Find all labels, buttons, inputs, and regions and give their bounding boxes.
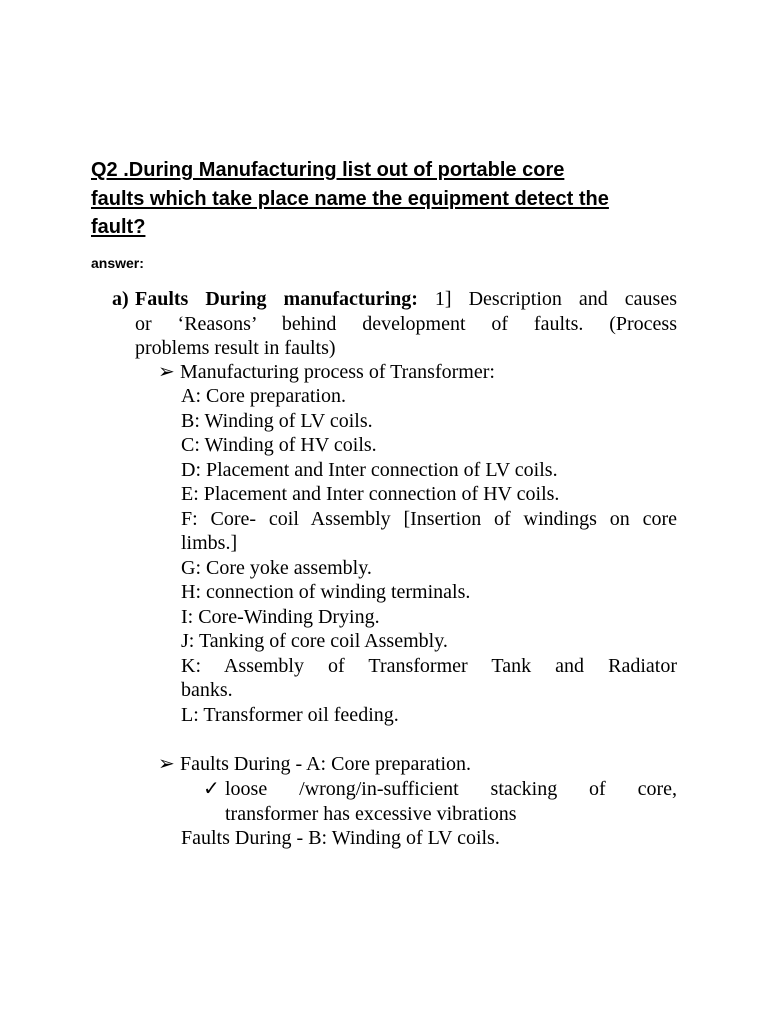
process-item: limbs.]	[181, 532, 238, 554]
question-line: Q2 .During Manufacturing list out of portable core	[91, 159, 565, 181]
arrow-bullet-icon: ➢	[158, 361, 175, 383]
faults-heading	[158, 752, 678, 777]
process-item-list	[181, 384, 677, 727]
section-a	[112, 287, 677, 361]
process-item: K: Assembly of Transformer Tank and Radiator	[181, 654, 677, 677]
section-a-line: problems result in faults)	[135, 337, 336, 359]
check-item-line: transformer has excessive vibrations	[225, 802, 517, 825]
check-item-line: loose /wrong/in-sufficient stacking of core,	[225, 778, 677, 800]
check-item-body	[225, 777, 677, 826]
section-a-line	[135, 287, 677, 312]
process-item: E: Placement and Inter connection of HV coils.	[181, 483, 560, 505]
faults-subheading: Faults During - B: Winding of LV coils.	[181, 827, 500, 849]
section-a-line: or ‘Reasons’ behind development of faults. (Process	[135, 312, 677, 335]
faults-heading-text: Faults During - A: Core preparation.	[180, 753, 472, 775]
section-a-body	[135, 287, 677, 361]
question-line: fault?	[91, 216, 146, 238]
section-a-line1-rest: 1] Description and causes	[417, 288, 677, 310]
section-marker: a)	[112, 288, 129, 310]
section-a-heading: Faults During manufacturing:	[135, 288, 418, 310]
process-item: D: Placement and Inter connection of LV coils.	[181, 458, 558, 481]
checkmark-icon: ✓	[203, 778, 220, 800]
arrow-bullet-icon: ➢	[158, 753, 175, 775]
process-item: banks.	[181, 679, 233, 701]
process-item: C: Winding of HV coils.	[181, 434, 377, 456]
answer-label: answer:	[91, 255, 144, 271]
process-item: F: Core- coil Assembly [Insertion of windings on core	[181, 507, 677, 530]
question-line: faults which take place name the equipment detect the	[91, 187, 609, 210]
process-item: G: Core yoke assembly.	[181, 556, 372, 579]
process-item: B: Winding of LV coils.	[181, 409, 373, 432]
process-item: H: connection of winding terminals.	[181, 581, 471, 603]
process-item: I: Core-Winding Drying.	[181, 605, 380, 628]
process-heading	[158, 360, 678, 385]
process-heading-text: Manufacturing process of Transformer:	[180, 361, 495, 383]
process-item: L: Transformer oil feeding.	[181, 703, 399, 726]
check-item	[203, 777, 677, 826]
question-heading	[91, 156, 691, 242]
process-item: A: Core preparation.	[181, 385, 346, 407]
process-item: J: Tanking of core coil Assembly.	[181, 630, 448, 652]
